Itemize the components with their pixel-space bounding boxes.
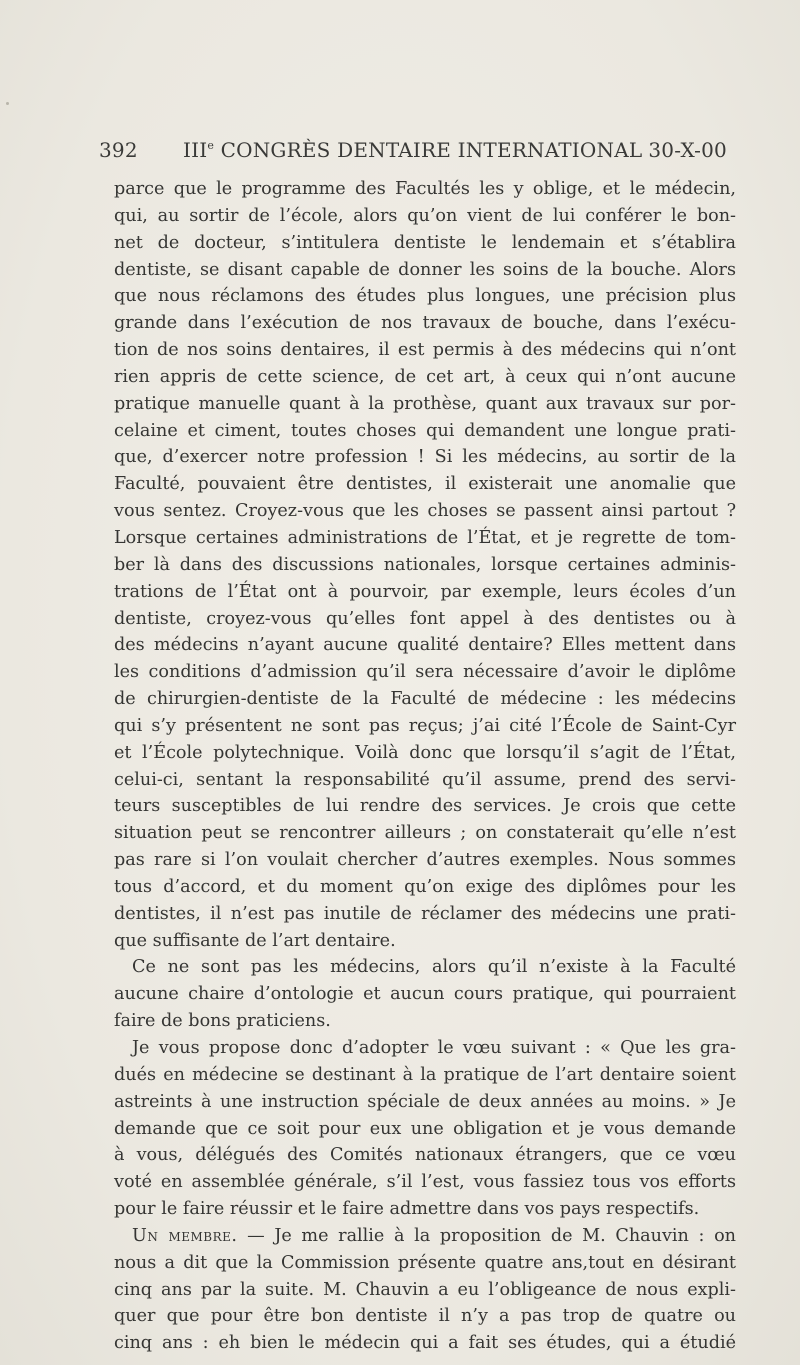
text-line-content: tous d’accord, et du moment qu’on exige des diplômes pour les <box>114 876 736 897</box>
running-title-sup: e <box>207 139 215 152</box>
text-line <box>114 847 736 874</box>
text-line <box>114 1277 736 1304</box>
text-line-content: demande que ce soit pour eux une obligation et je vous demande <box>114 1118 736 1139</box>
text-line-content: dentiste, croyez-vous qu’elles font appel à des dentistes ou à <box>114 608 736 629</box>
running-header <box>99 138 727 168</box>
text-line <box>114 364 736 391</box>
text-line <box>114 391 736 418</box>
body-text <box>114 176 736 1357</box>
text-line <box>114 632 736 659</box>
text-line <box>114 1196 736 1223</box>
text-line <box>114 1062 736 1089</box>
text-line <box>114 552 736 579</box>
text-line-content: que suffisante de l’art dentaire. <box>114 930 396 951</box>
text-line <box>114 444 736 471</box>
text-line <box>114 337 736 364</box>
text-line <box>114 1169 736 1196</box>
text-line <box>114 1303 736 1330</box>
text-line-content: dentistes, il n’est pas inutile de réclamer des médecins une prati- <box>114 903 736 924</box>
speaker-label: Un membre. <box>132 1225 238 1246</box>
text-line <box>114 606 736 633</box>
text-line <box>114 283 736 310</box>
text-line-content: trations de l’État ont à pourvoir, par exemple, leurs écoles d’un <box>114 581 736 602</box>
text-line <box>114 686 736 713</box>
text-line-content: vous sentez. Croyez-vous que les choses se passent ainsi partout ? <box>114 501 736 522</box>
text-line-content: celaine et ciment, toutes choses qui demandent une longue prati- <box>114 420 736 441</box>
text-line-content: à vous, délégués des Comités nationaux étrangers, que ce vœu <box>114 1145 736 1166</box>
text-line-content: qui s’y présentent ne sont pas reçus; j’ai cité l’École de Saint-Cyr <box>114 715 736 736</box>
text-line-content: Lorsque certaines administrations de l’État, et je regrette de tom- <box>114 527 736 548</box>
text-line <box>114 579 736 606</box>
text-line-content: de chirurgien-dentiste de la Faculté de médecine : les médecins <box>114 689 736 710</box>
text-line-content: Faculté, pouvaient être dentistes, il existerait une anomalie que <box>114 474 736 495</box>
text-line-content: que, d’exercer notre profession ! Si les médecins, au sortir de la <box>114 447 736 468</box>
text-line <box>114 498 736 525</box>
text-line-content: et l’École polytechnique. Voilà donc que lorsqu’il s’agit de l’État, <box>114 742 736 763</box>
text-line-content: dentiste, se disant capable de donner les soins de la bouche. Alors <box>114 259 736 280</box>
text-line-content: ber là dans des discussions nationales, lorsque certaines adminis- <box>114 554 736 575</box>
text-line <box>114 418 736 445</box>
text-line-content: nous a dit que la Commission présente quatre ans,tout en désirant <box>114 1252 736 1273</box>
text-line-content: pas rare si l’on voulait chercher d’autres exemples. Nous sommes <box>114 850 736 871</box>
text-line <box>114 659 736 686</box>
text-line-content: pratique manuelle quant à la prothèse, quant aux travaux sur por- <box>114 393 736 414</box>
text-line <box>114 257 736 284</box>
running-title-prefix: III <box>183 138 208 162</box>
running-title <box>183 138 642 162</box>
text-line-content: pour le faire réussir et le faire admettre dans vos pays respectifs. <box>114 1199 700 1220</box>
text-line-content: Ce ne sont pas les médecins, alors qu’il n’existe à la Faculté <box>132 957 736 978</box>
text-line <box>114 954 736 981</box>
text-line-content: Je vous propose donc d’adopter le vœu suivant : « Que les gra- <box>132 1038 736 1058</box>
text-line-content: rien appris de cette science, de cet art, à ceux qui n’ont aucune <box>114 366 736 387</box>
text-line-content: net de docteur, s’intitulera dentiste le lendemain et s’établira <box>114 232 736 253</box>
text-line-content: — Je me rallie à la proposition de M. Chauvin : on <box>237 1225 736 1246</box>
text-line <box>114 1008 736 1035</box>
text-line-content: astreints à une instruction spéciale de deux années au moins. » Je <box>114 1091 736 1112</box>
text-line <box>114 874 736 901</box>
text-line <box>114 1116 736 1143</box>
text-line <box>114 1142 736 1169</box>
text-line <box>114 793 736 820</box>
text-line <box>114 713 736 740</box>
text-line-content: tion de nos soins dentaires, il est permis à des médecins qui n’ont <box>114 340 736 361</box>
text-line-content: cinq ans par la suite. M. Chauvin a eu l’obligeance de nous expli- <box>114 1279 736 1300</box>
text-line-content: quer que pour être bon dentiste il n’y a pas trop de quatre ou <box>114 1306 736 1327</box>
text-line-content: parce que le programme des Facultés les y oblige, et le médecin, <box>114 179 736 199</box>
page-number: 392 <box>99 138 138 162</box>
text-line-content: voté en assemblée générale, s’il l’est, vous fassiez tous vos efforts <box>114 1172 736 1193</box>
text-line <box>114 820 736 847</box>
text-line-content: teurs susceptibles de lui rendre des services. Je crois que cette <box>114 796 736 817</box>
text-line <box>114 203 736 230</box>
text-line <box>114 901 736 928</box>
text-line <box>114 310 736 337</box>
text-line-content: celui-ci, sentant la responsabilité qu’il assume, prend des servi- <box>114 769 736 790</box>
running-date: 30-X-00 <box>648 138 727 162</box>
text-line <box>114 740 736 767</box>
text-line-content: des médecins n’ayant aucune qualité dentaire? Elles mettent dans <box>114 635 736 656</box>
text-line <box>114 767 736 794</box>
text-line-content: que nous réclamons des études plus longues, une précision plus <box>114 286 736 307</box>
text-line-content: qui, au sortir de l’école, alors qu’on vient de lui conférer le bon- <box>114 205 736 226</box>
text-line <box>114 928 736 955</box>
paper-speck <box>6 102 9 105</box>
text-line <box>114 981 736 1008</box>
text-line <box>114 1089 736 1116</box>
text-line-content: dués en médecine se destinant à la pratique de l’art dentaire soient <box>114 1064 736 1085</box>
text-line <box>114 1035 736 1062</box>
text-line-content: cinq ans : eh bien le médecin qui a fait ses études, qui a étudié <box>114 1333 736 1354</box>
text-line <box>114 471 736 498</box>
running-title-rest: CONGRÈS DENTAIRE INTERNATIONAL <box>214 138 643 162</box>
text-line <box>114 176 736 203</box>
text-line <box>114 230 736 257</box>
text-line <box>114 1223 736 1250</box>
text-line <box>114 525 736 552</box>
text-line-content: grande dans l’exécution de nos travaux de bouche, dans l’exécu- <box>114 313 736 334</box>
text-line <box>114 1330 736 1357</box>
text-line <box>114 1250 736 1277</box>
text-line-content: situation peut se rencontrer ailleurs ; on constaterait qu’elle n’est <box>114 823 736 844</box>
text-line-content: faire de bons praticiens. <box>114 1011 331 1032</box>
text-line-content: aucune chaire d’ontologie et aucun cours pratique, qui pourraient <box>114 984 736 1005</box>
text-line-content: les conditions d’admission qu’il sera nécessaire d’avoir le diplôme <box>114 662 736 683</box>
